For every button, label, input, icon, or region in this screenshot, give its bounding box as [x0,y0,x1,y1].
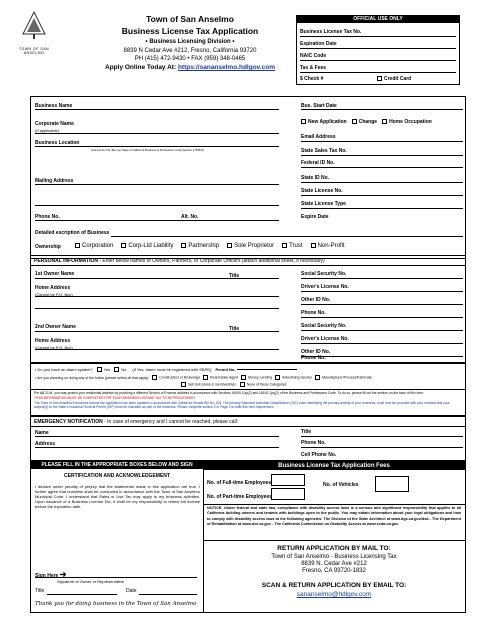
signature-section [30,461,466,613]
sales-tax-field[interactable]: State Sales Tax No. [301,148,463,156]
owner2-ssn-field[interactable]: Social Security No. [301,323,463,331]
apply-label: Apply Online Today At: [105,64,178,71]
disability-notice: NOTICE: Under federal and state law, compliance with disability access laws is a serious and significant responsibility that applies to all California building owners and tenants with buildings open to the public. You may obtain information about your legal obligations and how to comply with disability access laws at the following agencies: The Division of the State Architect at www.dgs.ca.gov/dsa - The Department of Rehabilitation at www.dor.ca.gov - The California Commission on Disability Access at www.ccda.ca.gov [207,506,461,527]
alarm-question: • Do you have an alarm system? [35,367,93,373]
sign-bar: PLEASE FILL IN THE APPROPRIATE BOXES BELOW AND SIGN [31,462,203,469]
owner1-home-label: Home Address [35,285,71,291]
official-naic: NAIC Code [300,53,456,61]
business-location-label: Business Location [35,140,80,146]
emergency-address-field[interactable] [35,447,279,448]
alarm-yes-option[interactable]: Yes [97,367,111,372]
official-license-no: Business License Tax No. [300,29,456,37]
owner1-home-field[interactable] [35,296,279,297]
certification-text: I declare under penalty of perjury that the statements made in this application are true. I further agree that business shall be conducted in accordance with the Town of San Anselmo Municipal Code. I understand that Sales or Use Tax may apply to my business activities. Upon issuance of a Business License Tax, it shall be my responsibility to renew the license before the expiration date. [35,484,200,509]
corporate-name-field[interactable] [35,133,279,134]
emergency-name-label: Name [35,430,49,436]
checkbox-icon[interactable] [152,375,157,380]
town-title: Town of San Anselmo [146,14,234,24]
vehicles-field[interactable] [375,476,409,492]
activity-real-estate[interactable]: Real Estate Agent [203,375,238,380]
checkbox-icon[interactable] [240,382,245,387]
alarm-note: (If Yes, alarm must be registered with SBPD) [132,367,212,373]
home-occupation-option[interactable]: Home Occupation [382,119,432,125]
personal-info-header: PERSONAL INFORMATION - Enter below names of Owners, Partners, or Corporate Officers (attach additional sheet, if necessary) [34,258,325,264]
owner2-home-label: Home Address [35,338,71,344]
sign-here-label: Sign Here ➔ [35,570,67,579]
checkbox-icon[interactable] [282,243,287,248]
owner2-name-label: 2nd Owner Name [35,324,76,330]
sb205-notice: The Town of San Anselmo's business license tax application has been updated in accordance with California Senate Bill No. 205. The primary Standard Industrial Classification (SIC) code identifying the primary activity of your business, must now be provided with your renewal and your subject(s) to the State's Industrial General Permit (IGP) must be indicated as part of the business. Please complete section 2 in Page 2 to fulfill this new requirement. [34,401,450,409]
personal-info-section [30,255,466,363]
return-mail-title: RETURN APPLICATION BY MAIL TO: [277,545,391,552]
fulltime-employees-label: No. of Full-time Employees [207,480,272,486]
ownership-corp-ltd[interactable]: Corp-Ltd Liability [121,243,173,249]
state-license-type-field[interactable]: State License Type [301,201,463,209]
checkbox-icon[interactable] [352,119,357,124]
ownership-sole-proprietor[interactable]: Sole Proprietor [227,243,274,249]
owner1-name-field[interactable] [35,278,279,279]
credit-card-checkbox[interactable] [377,76,382,81]
owner1-home-field-2[interactable] [35,308,279,309]
sign-title-field[interactable] [47,594,117,595]
activity-manufacturer[interactable]: Manufacturer/Process/Fabricate [315,375,372,380]
activity-money-lending[interactable]: Money Lending [241,375,272,380]
form-title: Business License Tax Application [121,26,259,36]
ownership-partnership[interactable]: Partnership [181,243,219,249]
checkbox-icon[interactable] [203,375,208,380]
sign-date-field[interactable] [139,594,197,595]
owner2-no-po-note: (Cannot be P.O. Box) [35,345,73,350]
if-applicable-note: (If applicable) [35,128,60,133]
return-line-1: Town of San Anselmo - Business Licensing Tax [271,554,397,560]
owner2-other-id-field[interactable]: Other ID No. [301,349,463,357]
checkbox-icon[interactable] [75,243,80,248]
owner2-home-field[interactable] [35,349,279,350]
application-type-options [301,119,432,125]
emergency-address-label: Address [35,441,56,447]
official-use-box [296,15,460,85]
notice-paragraphs [34,391,462,409]
description-field[interactable] [111,236,463,237]
ownership-corporation[interactable]: Corporation [75,243,113,249]
signature-field[interactable] [35,577,197,578]
parttime-employees-field[interactable] [271,488,305,500]
emergency-title-field[interactable]: Title [301,429,463,437]
state-id-field[interactable]: State ID No. [301,175,463,183]
seal-caption: TOWN OF SAN ANSELMO [18,47,50,55]
activity-construction[interactable]: Construction or Brokerage [152,375,200,380]
return-email-link[interactable]: sananselmo@hdlgov.com [296,591,372,598]
activity-advertising[interactable]: Advertising Service [275,375,312,380]
federal-id-field[interactable]: Federal ID No. [301,160,463,168]
activity-club-plans[interactable]: Sell club plans & memberships [181,382,236,387]
parttime-employees-label: No. of Part-time Employees [207,494,273,500]
business-location-field[interactable] [35,146,279,147]
thank-you-note: Thank you for doing business in the Town of San Anselmo [35,601,197,607]
checkbox-icon[interactable] [315,375,320,380]
business-name-field[interactable] [35,109,279,110]
change-option[interactable]: Change [352,119,377,125]
checkbox-icon[interactable] [275,375,280,380]
ownership-options [75,243,345,249]
owner1-name-label: 1st Owner Name [35,271,75,277]
activities-row [35,375,372,380]
email-field[interactable]: Email Address [301,134,463,142]
description-label: Detailed escription of Business [35,230,110,236]
owner1-ssn-field[interactable]: Social Security No. [301,271,463,279]
owner1-phone-field[interactable]: Phone No. [301,310,463,318]
seal-logo [14,10,54,62]
checkbox-icon[interactable] [227,243,232,248]
return-block [203,545,465,598]
ab2144-notice: Per AB 2144, you may protect your residential address by providing a different Service of Process address in accordance with Sections 16005.1(a)(2) and 16100.1(a)(2) of the Business and Professions Code. To do so, please fill out the section on the back of this form. [34,391,425,395]
fees-bar: Business License Tax Application Fees [203,462,465,470]
official-expiration: Expiration Date [300,41,456,49]
alt-phone-label: Alt. No. [181,214,199,220]
sign-title-label: Title [35,588,45,594]
alarm-question-row [35,367,297,372]
start-date-label: Bus. Start Date [301,103,337,109]
apply-url-link[interactable]: https://sananselmo.hdlgov.com [177,64,275,71]
owner1-no-po-note: (Cannot be P.O. Box) [35,292,73,297]
return-line-3: Fresno, CA 93720-1832 [302,568,366,574]
activity-none[interactable]: None of these Categories [240,382,287,387]
return-line-2: 8839 N. Cedar Ave #212 [301,561,367,567]
mailing-address-label: Mailing Address [35,178,74,184]
business-name-label: Business Name [35,103,73,109]
official-tax-fees: Tax & Fees [300,65,456,73]
business-info-section [30,96,466,259]
checkbox-icon[interactable] [181,243,186,248]
owner2-title-label: Title [229,326,240,332]
checkbox-icon[interactable] [114,367,119,372]
owner1-title-label: Title [229,273,240,279]
alarm-no-option[interactable]: No [114,367,126,372]
activities-section [30,363,466,416]
return-email-title: SCAN & RETURN APPLICATION BY EMAIL TO: [261,582,407,589]
ownership-trust[interactable]: Trust [282,243,302,249]
permit-label: Permit No. [215,367,236,373]
tree-seal-icon [19,10,49,42]
owner1-dl-field[interactable]: Driver's License No. [301,284,463,292]
state-license-field[interactable]: State License No. [301,188,463,196]
vehicles-label: No. of Vehicles [323,482,359,488]
checkbox-icon[interactable] [311,243,316,248]
emergency-name-field[interactable] [35,436,279,437]
emergency-header: EMERGENCY NOTIFICATION - In case of emergency and I cannot be reached, please call: [34,419,239,425]
checkbox-icon[interactable] [382,119,387,124]
mailing-address-field-2[interactable] [35,205,279,206]
mailing-address-field[interactable] [35,184,279,185]
ownership-label: Ownership [35,244,61,250]
emergency-section [30,416,466,461]
header-block [90,14,290,71]
sign-date-label: Date [126,588,137,594]
checkbox-icon[interactable] [121,243,126,248]
checkbox-icon[interactable] [181,382,186,387]
phone-label: Phone No. [35,214,60,220]
expire-date-field[interactable]: Expire Date [301,214,329,220]
credit-card-option[interactable]: Credit Card [377,76,411,82]
checkbox-icon[interactable] [97,367,102,372]
official-use-title: OFFICIAL USE ONLY [297,16,459,23]
activities-row-2 [181,382,287,387]
emergency-cell-field[interactable]: Cell Phone No. [301,452,337,458]
phone-field[interactable] [35,220,279,221]
start-date-field[interactable] [301,109,463,110]
header-phone: PH (415) 472-9430 • FAX (959) 348-0465 [134,56,246,62]
emergency-phone-field[interactable]: Phone No. [301,440,463,448]
division-name: • Business Licensing Division • [145,39,235,45]
owner2-dl-field[interactable]: Driver's License No. [301,336,463,344]
location-note: (Cannot be P.O. Box per State of California Business & Professions Code Section 17538.5) [91,148,204,152]
new-application-option[interactable]: New Application [301,119,347,125]
checkbox-icon[interactable] [241,375,246,380]
arrow-right-icon: ➔ [59,570,67,579]
permit-field[interactable] [237,369,297,370]
owner2-name-field[interactable] [35,331,279,332]
certification-title: CERTIFICATION AND ACKNOWLEDGEMENT [64,473,170,479]
activities-question: • Are you planning on doing any of the follow (please select all that apply): [35,375,150,380]
checkbox-icon[interactable] [301,119,306,124]
ownership-non-profit[interactable]: Non-Profit [311,243,345,249]
owner2-phone-field[interactable]: Phone No. [301,355,326,361]
owner1-other-id-field[interactable]: Other ID No. [301,297,463,305]
official-check: $ Check # [300,76,324,82]
signature-caption: Signature of Owner or Representative [57,579,125,584]
corporate-name-label: Corporate Name [35,121,74,127]
required-notice: *THIS INFORMATION MUST BE COMPLETED FOR YOUR BUSINESS LICENSE TAX TO BE PROCESSED* [34,396,195,400]
fulltime-employees-field[interactable] [271,474,305,486]
header-address: 8839 N Cedar Ave #212, Fresno, California 93720 [123,48,257,54]
